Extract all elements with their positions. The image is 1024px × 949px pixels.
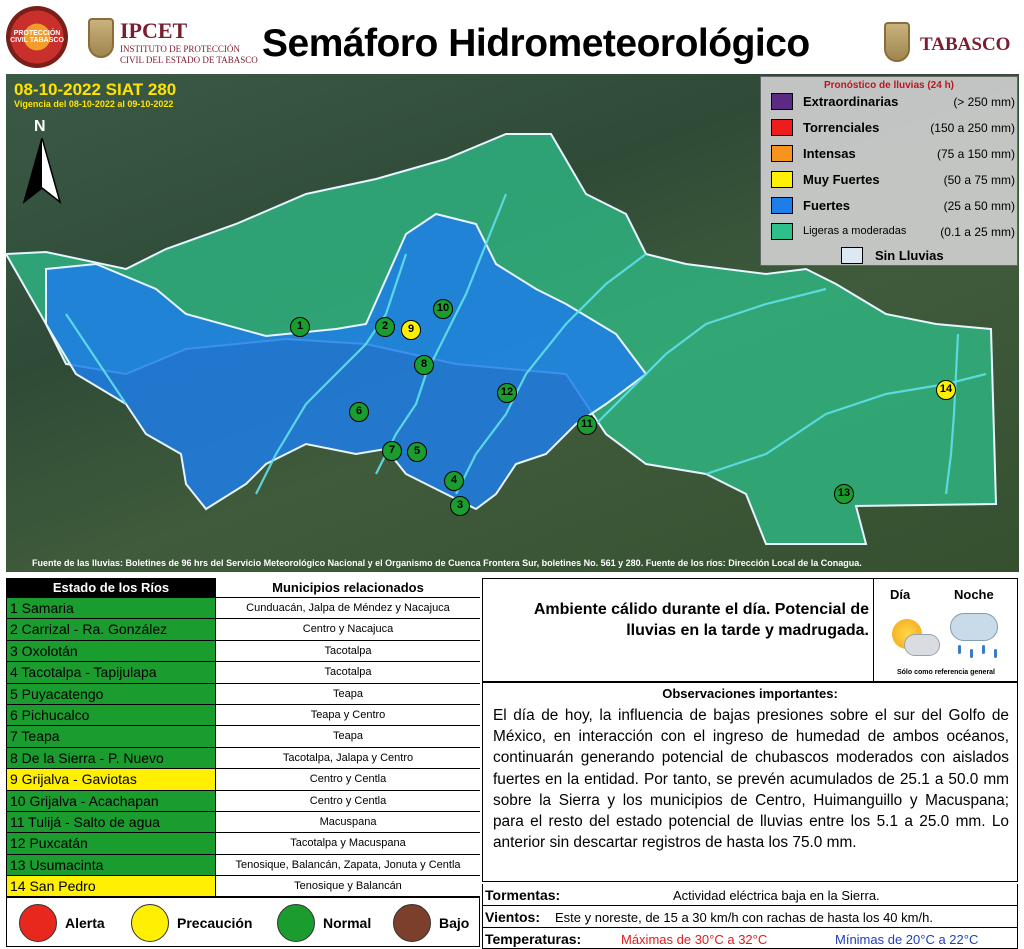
rivers-table xyxy=(6,578,480,897)
table-row xyxy=(6,619,480,640)
status-dot-icon xyxy=(131,904,169,942)
status-label: Precaución xyxy=(177,915,253,931)
river-municipalities: Centro y Nacajuca xyxy=(302,623,394,636)
winds-row xyxy=(482,906,1018,928)
observations-text: El día de hoy, la influencia de bajas presiones sobre el sur del Golfo de México, en interacción con el ingreso de humedad de ambos océanos, continuarán generando potencial de chubascos moderados con aislados fuertes en la entidad. Por tanto, se prevén acumulados de 25.1 a 50.0 mm sobre la Sierra y los municipios de Centro, Huimanguillo y Macuspana; para el resto del estado potencial de lluvias entre los 5.1 a 25.0 mm. Lo anterior sin descartar registros de hasta los 75.0 mm. xyxy=(493,707,1009,852)
max-temperature: Máximas de 30°C a 32°C xyxy=(621,932,768,947)
legend-item xyxy=(771,143,1015,165)
table-row xyxy=(6,662,480,683)
river-municipalities: Tacotalpa, Jalapa y Centro xyxy=(282,751,414,764)
river-marker-4: 4 xyxy=(444,471,464,491)
river-name: 4 Tacotalpa - Tapijulapa xyxy=(6,662,216,682)
storms-label: Tormentas: xyxy=(485,887,561,903)
legend-range: (150 a 250 mm) xyxy=(930,121,1015,135)
proteccion-civil-seal-icon xyxy=(6,6,68,68)
legend-label: Intensas xyxy=(803,146,856,161)
river-municipalities: Tenosique y Balancán xyxy=(294,880,402,893)
legend-item xyxy=(771,169,1015,191)
min-temperature: Mínimas de 20°C a 22°C xyxy=(835,932,979,947)
legend-swatch xyxy=(771,119,793,136)
legend-label: Ligeras a moderadas xyxy=(803,225,907,237)
status-dot-icon xyxy=(19,904,57,942)
raindrop-icon xyxy=(970,649,973,658)
legend-range: (25 a 50 mm) xyxy=(943,199,1015,213)
table-row xyxy=(6,876,480,897)
legend-swatch xyxy=(771,197,793,214)
river-municipalities: Macuspana xyxy=(319,815,377,828)
rain-cloud-icon xyxy=(950,613,998,641)
tabasco-crest-icon xyxy=(88,18,114,58)
river-municipalities: Tacotalpa xyxy=(324,644,372,657)
legend-range: (> 250 mm) xyxy=(953,95,1015,109)
legend-label: Torrenciales xyxy=(803,120,880,135)
status-dot-icon xyxy=(277,904,315,942)
table-row xyxy=(6,769,480,790)
col-municipalities: Municipios relacionados xyxy=(216,578,480,598)
compass-needle-icon xyxy=(22,138,62,208)
river-marker-6: 6 xyxy=(349,402,369,422)
winds-value: Este y noreste, de 15 a 30 km/h con rachas de hasta los 40 km/h. xyxy=(555,910,933,925)
raindrop-icon xyxy=(958,645,961,654)
raindrop-icon xyxy=(994,649,997,658)
table-row xyxy=(6,684,480,705)
temperatures-label: Temperaturas: xyxy=(485,931,582,947)
table-row xyxy=(6,791,480,812)
legend-item xyxy=(771,245,1015,267)
tabasco-crest-icon xyxy=(884,22,910,62)
river-municipalities: Teapa y Centro xyxy=(310,708,386,721)
river-marker-13: 13 xyxy=(834,484,854,504)
river-municipalities: Tenosique, Balancán, Zapata, Jonuta y Centla xyxy=(235,858,461,871)
icon-note: Sólo como referencia general xyxy=(896,669,996,676)
rivers-table-header xyxy=(6,578,480,598)
rain-legend xyxy=(760,76,1018,266)
table-row xyxy=(6,855,480,876)
observations-panel xyxy=(482,682,1018,882)
raindrop-icon xyxy=(982,645,985,654)
river-name: 7 Teapa xyxy=(6,726,216,746)
forecast-summary: Ambiente cálido durante el día. Potencial de lluvias en la tarde y madrugada. xyxy=(533,601,869,639)
observations-title: Observaciones importantes: xyxy=(662,686,838,701)
table-row xyxy=(6,641,480,662)
river-name: 3 Oxolotán xyxy=(6,641,216,661)
status-label: Bajo xyxy=(439,915,470,931)
river-name: 10 Grijalva - Acachapan xyxy=(6,791,216,811)
day-label: Día xyxy=(890,587,911,602)
day-night-icons xyxy=(873,579,1017,681)
siat-title: 08-10-2022 SIAT 280 xyxy=(14,80,177,99)
river-marker-1: 1 xyxy=(290,317,310,337)
river-marker-8: 8 xyxy=(414,355,434,375)
river-name: 12 Puxcatán xyxy=(6,833,216,853)
river-marker-14: 14 xyxy=(936,380,956,400)
state-name: TABASCO xyxy=(920,34,1011,55)
seal-text: PROTECCIÓN CIVIL TABASCO xyxy=(10,30,64,44)
status-dot-icon xyxy=(393,904,431,942)
ipcet-subtitle: INSTITUTO DE PROTECCIÓN CIVIL DEL ESTADO DE TABASCO xyxy=(120,44,258,65)
river-name: 13 Usumacinta xyxy=(6,855,216,875)
table-row xyxy=(6,598,480,619)
river-name: 6 Pichucalco xyxy=(6,705,216,725)
legend-swatch xyxy=(771,223,793,240)
legend-swatch xyxy=(771,145,793,162)
legend-range: (0.1 a 25 mm) xyxy=(940,225,1015,239)
legend-label: Sin Lluvias xyxy=(875,248,944,263)
night-label: Noche xyxy=(954,587,994,602)
legend-item xyxy=(771,195,1015,217)
legend-swatch xyxy=(771,93,793,110)
legend-label: Fuertes xyxy=(803,198,850,213)
legend-label: Extraordinarias xyxy=(803,94,899,109)
header xyxy=(0,0,1024,72)
table-row xyxy=(6,812,480,833)
river-marker-12: 12 xyxy=(497,383,517,403)
table-row xyxy=(6,726,480,747)
table-row xyxy=(6,748,480,769)
cloud-icon xyxy=(904,634,940,656)
legend-title: Pronóstico de lluvias (24 h) xyxy=(823,80,955,91)
river-marker-5: 5 xyxy=(407,442,427,462)
winds-label: Vientos: xyxy=(485,909,540,925)
legend-item xyxy=(771,117,1015,139)
table-row xyxy=(6,833,480,854)
river-municipalities: Cunduacán, Jalpa de Méndez y Nacajuca xyxy=(246,602,450,614)
river-marker-7: 7 xyxy=(382,441,402,461)
page-title: Semáforo Hidrometeorológico xyxy=(262,22,810,65)
river-name: 5 Puyacatengo xyxy=(6,684,216,704)
river-marker-11: 11 xyxy=(577,415,597,435)
col-river-status: Estado de los Ríos xyxy=(6,578,216,598)
legend-label: Muy Fuertes xyxy=(803,172,880,187)
river-municipalities: Centro y Centla xyxy=(309,773,387,786)
storms-value: Actividad eléctrica baja en la Sierra. xyxy=(673,888,880,903)
legend-item xyxy=(771,221,1015,243)
river-marker-10: 10 xyxy=(433,299,453,319)
river-status-legend xyxy=(6,897,480,947)
legend-item xyxy=(771,91,1015,113)
legend-range: (50 a 75 mm) xyxy=(943,173,1015,187)
storms-row xyxy=(482,884,1018,906)
river-municipalities: Tacotalpa y Macuspana xyxy=(290,837,406,850)
table-row xyxy=(6,705,480,726)
legend-swatch xyxy=(771,171,793,188)
river-name: 14 San Pedro xyxy=(6,876,216,896)
river-marker-2: 2 xyxy=(375,317,395,337)
forecast-panel xyxy=(482,578,1018,682)
river-municipalities: Teapa xyxy=(333,730,363,743)
legend-swatch xyxy=(841,247,863,264)
river-name: 9 Grijalva - Gaviotas xyxy=(6,769,216,789)
validity-period: Vigencia del 08-10-2022 al 09-10-2022 xyxy=(14,99,174,109)
river-name: 1 Samaria xyxy=(6,598,216,618)
status-label: Normal xyxy=(323,915,372,931)
river-name: 2 Carrizal - Ra. González xyxy=(6,619,216,639)
legend-range: (75 a 150 mm) xyxy=(936,147,1015,161)
north-label: N xyxy=(34,118,46,135)
river-marker-3: 3 xyxy=(450,496,470,516)
rain-forecast-map xyxy=(6,74,1019,572)
river-municipalities: Centro y Centla xyxy=(309,794,387,807)
temperatures-row xyxy=(482,928,1018,949)
river-marker-9: 9 xyxy=(401,320,421,340)
status-label: Alerta xyxy=(65,915,105,931)
river-name: 8 De la Sierra - P. Nuevo xyxy=(6,748,216,768)
ipcet-title: IPCET xyxy=(120,18,188,43)
river-name: 11 Tulijá - Salto de agua xyxy=(6,812,216,832)
data-sources: Fuente de las lluvias: Boletines de 96 hrs del Servicio Meteorológico Nacional y el Organismo de Cuenca Frontera Sur, boletines No. 561 y 280. Fuente de los ríos: Dirección Local de la Conagua. xyxy=(32,558,862,568)
river-municipalities: Teapa xyxy=(333,687,363,700)
river-municipalities: Tacotalpa xyxy=(324,666,372,679)
north-arrow-icon xyxy=(34,118,46,136)
